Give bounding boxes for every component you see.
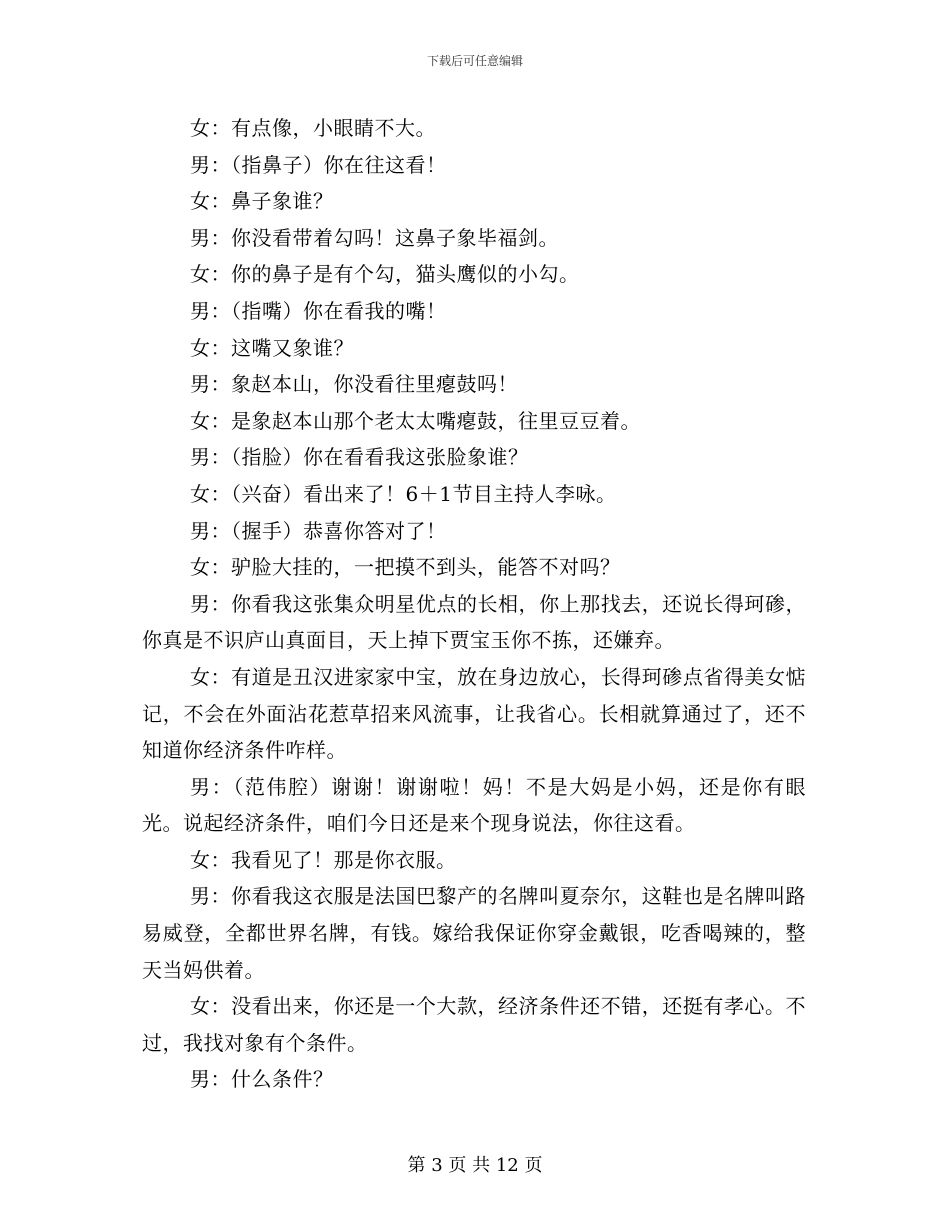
dialogue-line: 女：是象赵本山那个老太太嘴瘪鼓，往里豆豆着。 xyxy=(190,408,641,433)
dialogue-line: 男：（指脸）你在看看我这张脸象谁？ xyxy=(190,445,529,470)
dialogue-line: 男：什么条件？ xyxy=(190,1067,334,1092)
dialogue-line: 男：（指鼻子）你在往这看！ xyxy=(190,152,447,177)
dialogue-line: 女：驴脸大挂的，一把摸不到头，能答不对吗？ xyxy=(190,555,621,580)
dialogue-line: 女：鼻子象谁？ xyxy=(190,189,334,214)
dialogue-line: 女：有道是丑汉进家家中宝，放在身边放心，长得珂碜点省得美女惦记，不会在外面沾花惹草招来风流事，让我省心。长相就算通过了，还不知道你经济条件咋样。 xyxy=(142,664,806,763)
dialogue-line: 女：你的鼻子是有个勾，猫头鹰似的小勾。 xyxy=(190,262,580,287)
dialogue-line: 男：你看我这衣服是法国巴黎产的名牌叫夏奈尔，这鞋也是名牌叫路易威登，全都世界名牌，有钱。嫁给我保证你穿金戴银，吃香喝辣的，整天当妈供着。 xyxy=(142,884,806,982)
dialogue-line: 男：你没看带着勾吗！这鼻子象毕福剑。 xyxy=(190,225,559,250)
dialogue-line: 男：（握手）恭喜你答对了！ xyxy=(190,518,447,543)
dialogue-line: 女：（兴奋）看出来了！6＋1节目主持人李咏。 xyxy=(190,481,617,506)
dialogue-line: 男：（指嘴）你在看我的嘴！ xyxy=(190,298,447,323)
dialogue-line: 女：我看见了！那是你衣服。 xyxy=(190,847,457,872)
dialogue-line: 女：有点像，小眼睛不大。 xyxy=(190,116,436,140)
dialogue-line: 男：（范伟腔）谢谢！谢谢啦！妈！不是大妈是小妈，还是你有眼光。说起经济条件，咱们今日还是来个现身说法，你往这看。 xyxy=(142,774,806,836)
dialogue-line: 男：象赵本山，你没看往里瘪鼓吗！ xyxy=(190,372,518,397)
page-header: 下载后可任意编辑 xyxy=(426,54,523,68)
dialogue-line: 女：这嘴又象谁？ xyxy=(190,335,354,360)
page-number: 第 3 页 共 12 页 xyxy=(407,1155,543,1176)
document-body xyxy=(142,110,806,1098)
dialogue-line: 男：你看我这张集众明星优点的长相，你上那找去，还说长得珂碜，你真是不识庐山真面目，天上掉下贾宝玉你不拣，还嫌弃。 xyxy=(142,591,806,653)
dialogue-line: 女：没看出来，你还是一个大款，经济条件还不错，还挺有孝心。不过，我找对象有个条件。 xyxy=(142,994,806,1055)
